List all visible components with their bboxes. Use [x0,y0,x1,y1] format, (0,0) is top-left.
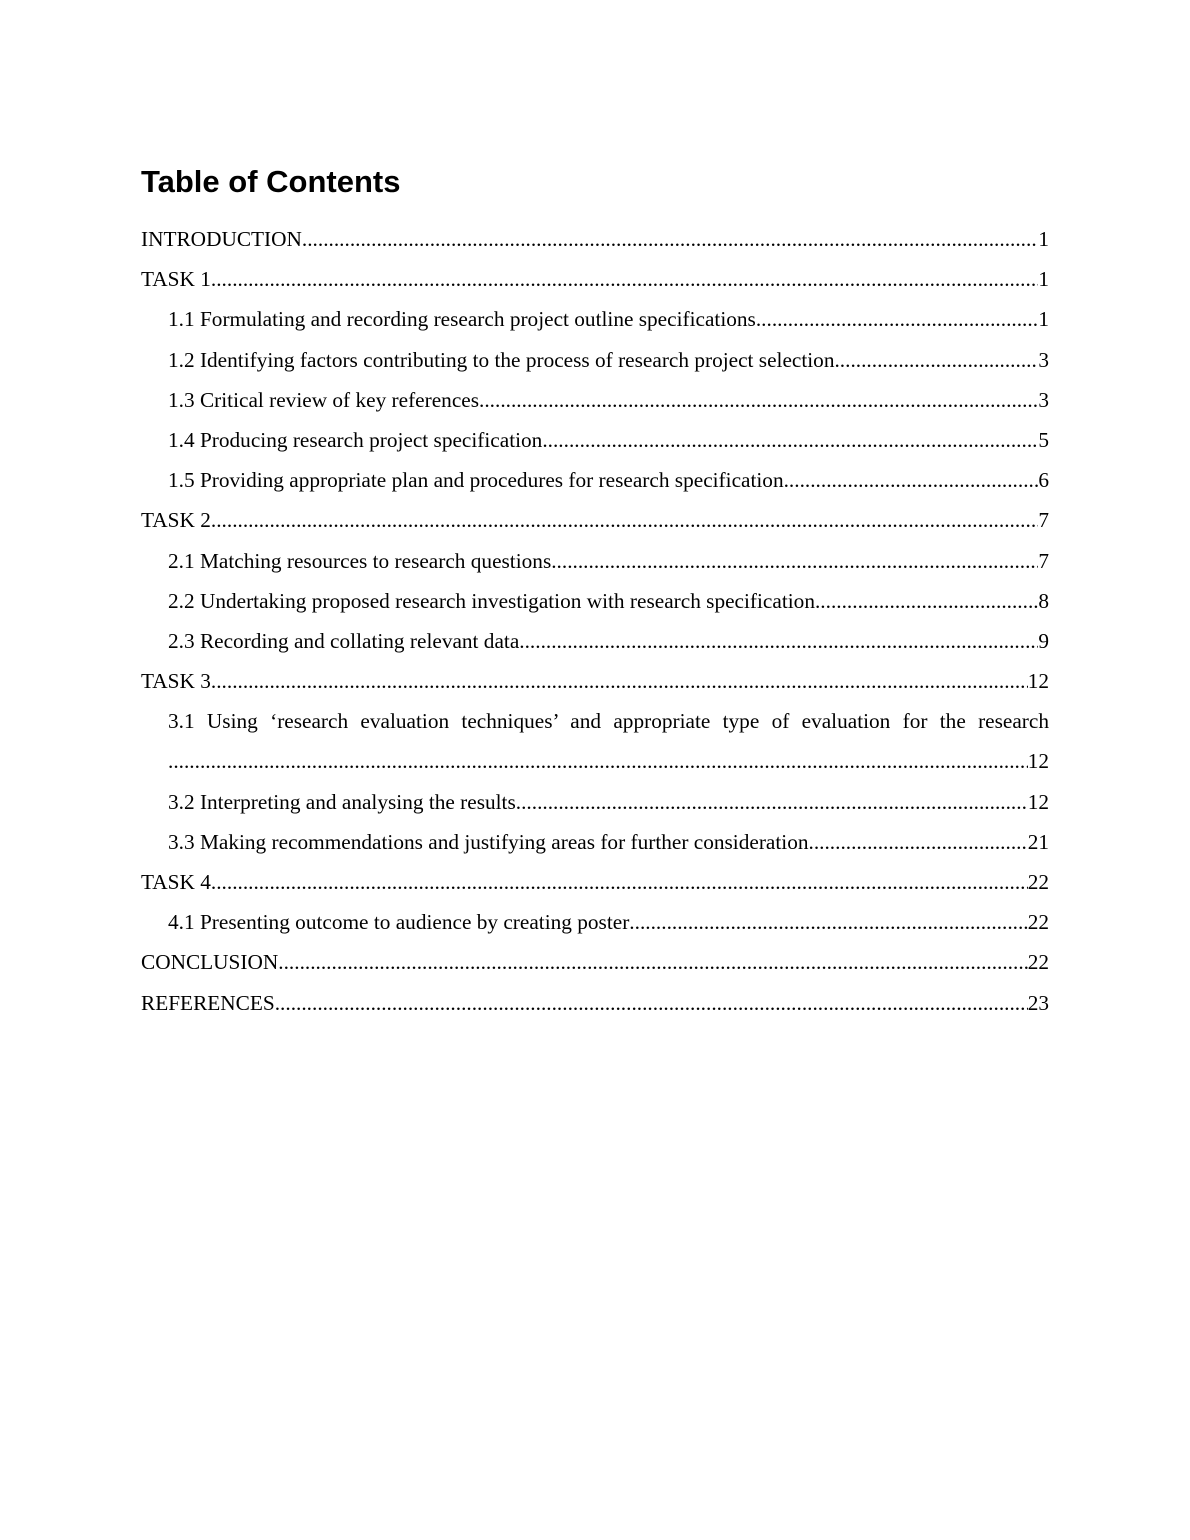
toc-entry-page: 21 [1027,829,1049,854]
toc-title: Table of Contents [141,164,401,199]
toc-dot-leader [211,862,1028,902]
toc-entry-1-5[interactable] [141,460,1049,500]
toc-entry-3-2[interactable] [141,782,1049,822]
toc-dot-leader [479,380,1038,420]
toc-entry-conclusion[interactable] [141,942,1049,982]
toc-entry-page: 7 [1038,508,1049,533]
toc-dot-leader [275,983,1028,1023]
toc-entry-page: 3 [1038,347,1049,372]
toc-entry-page: 22 [1027,870,1049,894]
toc-dot-leader [756,299,1039,339]
toc-entry-2-3[interactable] [141,621,1049,661]
toc-entry-page: 22 [1027,950,1049,975]
toc-entry-page: 8 [1038,588,1049,613]
toc-entry-1-1[interactable] [141,299,1049,339]
toc-entry-1-4[interactable] [141,420,1049,460]
toc-entry-2-1[interactable] [141,541,1049,581]
toc-list [141,219,1049,1023]
toc-dot-leader [278,942,1027,982]
toc-entry-label: TASK 4 [141,870,211,894]
toc-entry-label: 3.3 Making recommendations and justifying areas for further consideration [168,829,809,854]
toc-entry-page: 5 [1038,427,1049,452]
toc-entry-label: 4.1 Presenting outcome to audience by creating poster [168,910,630,935]
toc-entry-label: REFERENCES [141,990,275,1015]
toc-entry-introduction[interactable] [141,219,1049,259]
toc-entry-label: 3.2 Interpreting and analysing the results [168,789,516,814]
toc-dot-leader [211,500,1038,540]
toc-entry-continuation [168,741,1049,781]
toc-entry-task-4[interactable] [141,862,1049,902]
toc-entry-page: 1 [1038,307,1049,332]
toc-entry-page: 3 [1038,387,1049,412]
toc-entry-label: TASK 3 [141,669,211,694]
toc-entry-label: CONCLUSION [141,950,279,975]
toc-entry-label: 2.3 Recording and collating relevant data [168,628,520,653]
toc-entry-3-3[interactable] [141,822,1049,862]
toc-entry-1-2[interactable] [141,340,1049,380]
toc-entry-page: 12 [1027,669,1049,694]
toc-entry-label: 1.3 Critical review of key references [168,387,480,412]
toc-entry-page: 1 [1038,227,1049,251]
toc-dot-leader [211,259,1038,299]
toc-entry-page: 12 [1027,749,1049,774]
toc-dot-leader [629,902,1027,942]
toc-entry-3-1[interactable] [141,701,1049,781]
toc-entry-page: 12 [1027,789,1049,814]
toc-dot-leader [809,822,1028,862]
toc-dot-leader [519,621,1038,661]
toc-entry-task-2[interactable] [141,500,1049,540]
toc-entry-page: 1 [1038,267,1049,292]
toc-dot-leader [784,460,1039,500]
toc-entry-task-3[interactable] [141,661,1049,701]
toc-entry-label: 1.1 Formulating and recording research project outline specifications [168,307,756,332]
toc-entry-4-1[interactable] [141,902,1049,942]
toc-dot-leader [516,782,1028,822]
toc-entry-1-3[interactable] [141,380,1049,420]
toc-dot-leader [168,741,1028,781]
toc-dot-leader [834,340,1038,380]
toc-entry-label: TASK 1 [141,267,211,292]
toc-entry-label: TASK 2 [141,508,211,533]
toc-entry-references[interactable] [141,983,1049,1023]
toc-entry-page: 22 [1027,910,1049,935]
toc-entry-page: 23 [1027,990,1049,1015]
toc-dot-leader [815,581,1038,621]
toc-entry-label: 1.5 Providing appropriate plan and procedures for research specification [168,468,784,493]
toc-entry-task-1[interactable] [141,259,1049,299]
toc-entry-page: 7 [1038,548,1049,573]
document-page [141,160,1049,1023]
toc-entry-label: 2.2 Undertaking proposed research investigation with research specification [168,588,815,613]
toc-entry-2-2[interactable] [141,581,1049,621]
toc-entry-label: 2.1 Matching resources to research questions [168,548,552,573]
toc-dot-leader [551,541,1038,581]
toc-entry-page: 9 [1038,628,1049,653]
toc-dot-leader [211,661,1028,701]
toc-entry-label: 1.2 Identifying factors contributing to the process of research project selection [168,347,835,372]
toc-entry-label: INTRODUCTION [141,227,302,251]
toc-dot-leader [302,219,1038,259]
toc-dot-leader [542,420,1038,460]
toc-entry-page: 6 [1038,468,1049,493]
toc-entry-label: 1.4 Producing research project specification [168,427,543,452]
toc-entry-label: 3.1 Using ‘research evaluation techniques’ and appropriate type of evaluation for the research [168,709,1049,734]
